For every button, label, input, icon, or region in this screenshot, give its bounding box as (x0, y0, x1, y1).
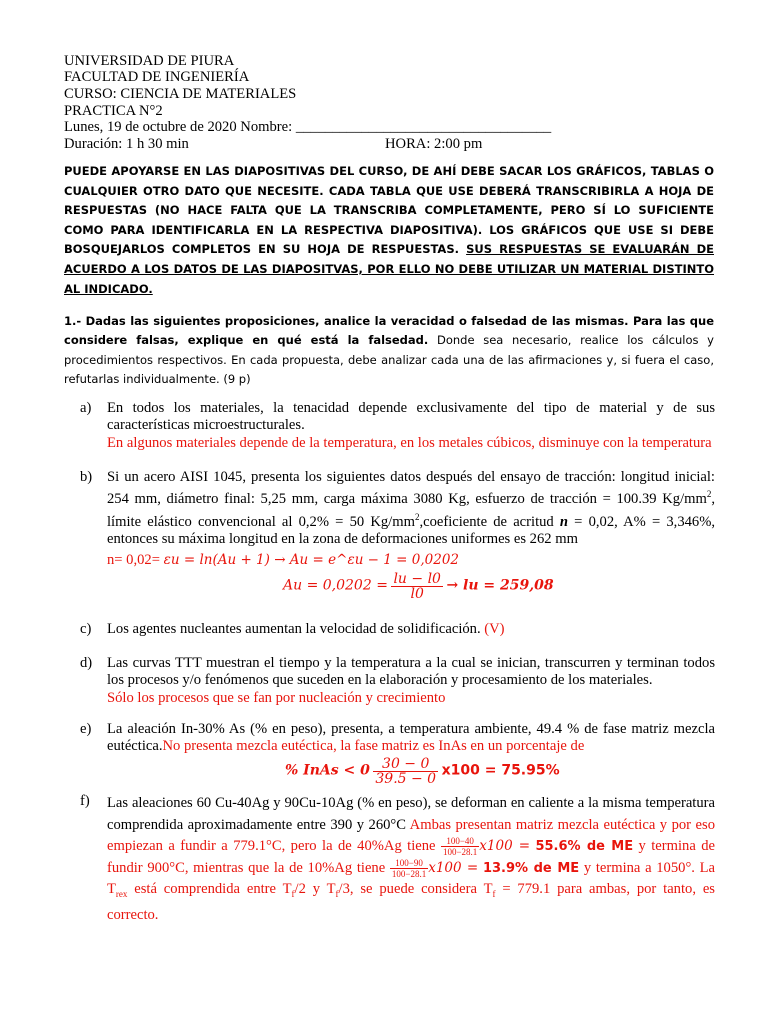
item-b-n-symbol: n (559, 513, 569, 530)
item-e-eq-right: x100 = 75.95% (441, 762, 560, 779)
item-a-text: En todos los materiales, la tenacidad depende exclusivamente del tipo de material y de sus características microestructurales. (107, 400, 715, 434)
item-f-fr1-right: x100 = (479, 838, 531, 854)
item-f-text: Las aleaciones 60 Cu-40Ag y 90Cu-10Ag (% en peso), se deforman en caliente a la misma temperatura comprendida aproximadamente entre 390 y 260°C (107, 795, 715, 833)
date-name-line: Lunes, 19 de octubre de 2020 Nombre: ___________________________________ (64, 119, 552, 135)
item-b-text-3: ,coeficiente de acritud (419, 513, 560, 530)
item-b-text-1: Si un acero AISI 1045, presenta los siguientes datos después del ensayo de tracción: longitud inicial: 254 mm, diámetro final: 5,25 mm, carga máxima 3080 Kg, esfuerzo de tracción = 100.39 Kg/mm (107, 469, 715, 508)
item-b-eq2-right: → lu = 259,08 (446, 577, 554, 594)
instructions-text: PUEDE APOYARSE EN LAS DIAPOSITIVAS DEL CURSO, DE AHÍ DEBE SACAR LOS GRÁFICOS, TABLAS O CUALQUIER OTRO DATO QUE NECESITE. CADA TABLA QUE USE DEBERÁ TRANSCRIBIRLA A HOJA DE RESPUESTAS (NO HACE FALTA QUE LA TRANSCRIBA COMPLETAMENTE, PERO SÍ LO SUFICIENTE COMO PARA IDENTIFICARLA EN LA RESPECTIVA DIAPOSITIVA). LOS GRÁFICOS QUE USE SI DEBE BOSQUEJARLOS COMPLETOS EN SU HOJA DE RESPUESTAS. (64, 164, 714, 257)
item-f-answer-7: /2 y T (294, 881, 336, 897)
university-name: UNIVERSIDAD DE PIURA (64, 53, 235, 69)
item-c-text: Los agentes nucleantes aumentan la velocidad de solidificación. (107, 621, 485, 637)
item-b-eq2-num: lu − l0 (393, 571, 441, 587)
item-e-answer: No presenta mezcla eutéctica, la fase matriz es InAs en un porcentaje de (162, 738, 585, 755)
item-e (80, 721, 715, 761)
item-f-sub-1: rex (115, 888, 128, 899)
item-f-answer-2: 55.6% de ME (535, 839, 634, 854)
item-a-answer: En algunos materiales depende de la temperatura, en los metales cúbicos, disminuye con la temperatura (107, 434, 712, 451)
item-b-sup-2: 2 (414, 511, 420, 522)
item-f-fr1-num: 100−40 (441, 836, 479, 847)
question-1-lead: 1.- Dadas las siguientes proposiciones, analice la veracidad o falsedad de las mismas. Para las que considere falsas, explique en qué está la falsedad. (64, 314, 714, 348)
instructions (64, 162, 714, 299)
item-b-eq1-prefix: n= 0,02= (107, 552, 160, 568)
question-1-statement (64, 312, 714, 390)
item-f (80, 793, 716, 924)
item-e-eq-num: 30 − 0 (373, 757, 438, 772)
duration: Duración: 1 h 30 min (64, 136, 189, 152)
item-d-text: Las curvas TTT muestran el tiempo y la temperatura a la cual se inician, transcurren y terminan todos los procesos y/o fenómenos que suceden en la elaboración y procesamiento de los materiales. (107, 655, 715, 689)
item-f-fraction-2 (390, 858, 428, 879)
item-f-fr2-num: 100−90 (390, 858, 428, 869)
instructions-underlined: SUS RESPUESTAS SE EVALUARÁN DE ACUERDO A LOS DATOS DE LAS DIAPOSITVAS, POR ELLO NO DEBE UTILIZAR UN MATERIAL DISTINTO AL INDICADO. (64, 242, 714, 296)
item-e-text: La aleación In-30% As (% en peso), presenta, a temperatura ambiente, 49.4 % de fase matriz mezcla eutéctica. (107, 721, 715, 755)
item-e-eq-den: 39.5 − 0 (375, 771, 437, 787)
item-f-fr2-den: 100−28.1 (391, 868, 427, 879)
item-d-answer: Sólo los procesos que se fan por nucleación y crecimiento (107, 689, 446, 706)
item-b-eq2-fraction (391, 572, 443, 601)
item-f-answer-6: está comprendida entre T (127, 881, 292, 897)
exam-time: HORA: 2:00 pm (385, 136, 483, 152)
item-e-eq-fraction (373, 757, 438, 786)
item-f-answer-8: /3, se puede considera T (338, 881, 493, 897)
item-f-fr2-right: x100 = (428, 859, 479, 876)
practice-number: PRACTICA N°2 (64, 103, 163, 119)
faculty-name: FACULTAD DE INGENIERÍA (64, 69, 250, 85)
item-b-text-4: = 0,02, A% = 3,346%, entonces su máxima longitud en la zona de deformaciones uniformes es 262 mm (107, 513, 716, 547)
item-d-label: d) (80, 655, 93, 671)
item-f-answer-9: = 779.1 para ambas, por tanto, es correcto. (107, 881, 715, 924)
item-f-sub-2: f (291, 888, 295, 899)
item-a-label: a) (80, 400, 92, 416)
item-f-answer-1: Ambas presentan matriz mezcla eutéctica y por eso empiezan a fundir a 779.1°C, pero la de 40%Ag tiene (107, 816, 715, 854)
item-f-answer-5: y termina a 1050°. La T (107, 859, 716, 897)
course-name: CURSO: CIENCIA DE MATERIALES (64, 86, 297, 102)
item-b-eq2-den: l0 (410, 586, 424, 602)
item-a (80, 400, 715, 466)
item-e-equation (285, 757, 560, 786)
item-f-sub-3: f (335, 888, 339, 899)
item-b-eq2-left: Au = 0,0202 = (283, 577, 388, 594)
item-f-answer-4: 13.9% de ME (482, 860, 580, 876)
item-e-eq-left: % InAs < 0 (285, 762, 370, 779)
item-b-equation-2 (283, 572, 554, 601)
item-f-fr1-den: 100−28.1 (442, 847, 478, 858)
item-b-eq1: εu = ln(Au + 1) → Au = e^εu − 1 = 0,0202 (163, 552, 460, 568)
item-f-fraction-1 (441, 836, 479, 857)
item-c-answer: (V) (484, 621, 505, 637)
item-b-label: b) (80, 469, 93, 485)
item-b-sup-1: 2 (706, 489, 712, 500)
question-1-rest: Donde sea necesario, realice los cálculos y procedimientos respectivos. En cada propuesta, debe analizar cada una de las afirmaciones y, si fuera el caso, refutarlas individualmente. (9 p) (64, 333, 714, 387)
item-f-sub-4: f (492, 888, 496, 899)
item-b-text-2: , límite elástico convencional al 0,2% = 50 Kg/mm (107, 491, 715, 530)
item-c-label: c) (80, 621, 92, 637)
item-f-label: f) (80, 793, 90, 809)
item-b-equation-1 (107, 552, 459, 569)
item-c (80, 621, 715, 641)
item-f-answer-3: y termina de fundir 900°C, mientras que la de 10%Ag tiene (107, 838, 716, 876)
item-d (80, 655, 715, 711)
item-e-label: e) (80, 721, 92, 737)
